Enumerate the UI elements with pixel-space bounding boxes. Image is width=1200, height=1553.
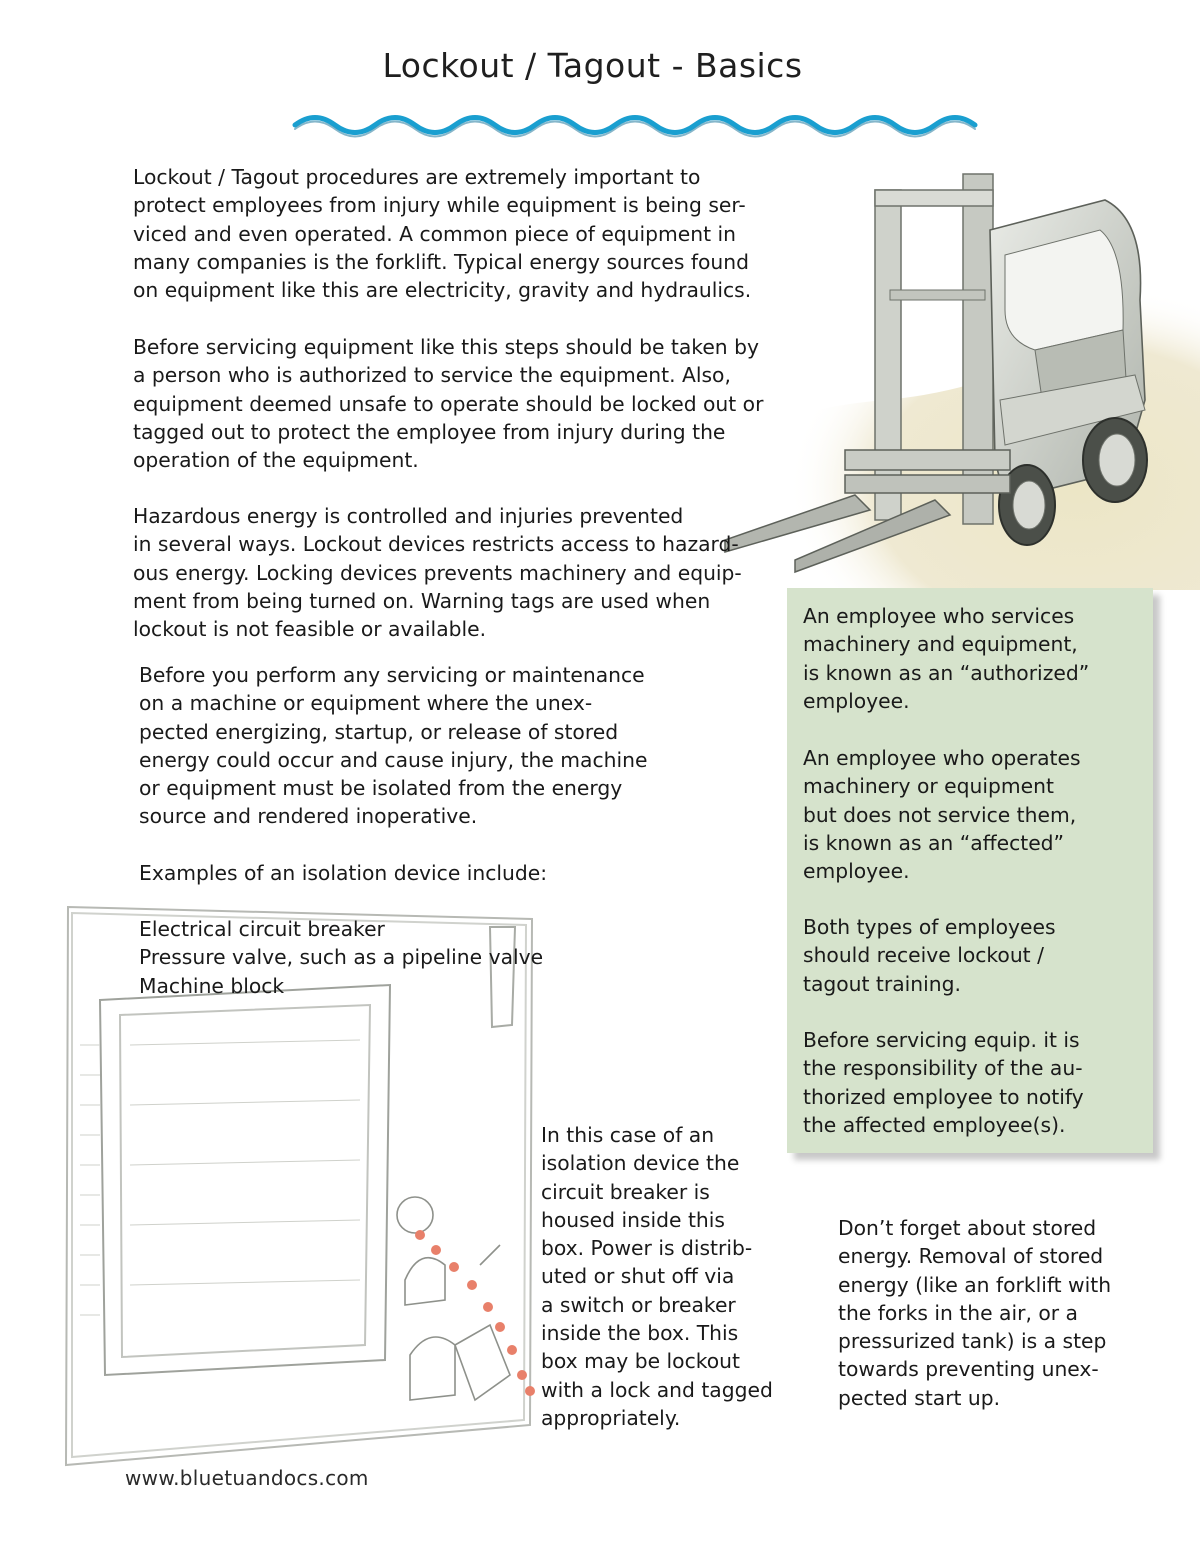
wave-line — [295, 118, 975, 133]
examples-heading: Examples of an isolation device include: — [139, 861, 548, 885]
intro-paragraph: Lockout / Tagout procedures are extremely important to protect employees from injury while equipment is being ser- viced and even operated. A common piece of equipment in many companies is the forklift. Typical energy sources found on equipment like this are electricity, gravity and hydraulics. — [133, 165, 752, 303]
affected-employee-text: An employee who operates machinery or equipment but does not service them, is known as an “affected” employee. — [803, 746, 1081, 884]
stored-energy-note: Don’t forget about stored energy. Removal of stored energy (like an forklift with the forks in the air, or a pressurized tank) is a step towards preventing unex- pected start up. — [838, 1216, 1112, 1410]
page-title: Lockout / Tagout - Basics — [382, 46, 803, 85]
list-item: Electrical circuit breaker — [139, 917, 385, 941]
notify-text: Before servicing equip. it is the responsibility of the au- thorized employee to notify the affected employee(s). — [803, 1028, 1084, 1137]
authorized-employee-text: An employee who services machinery and equipment, is known as an “authorized” employee. — [803, 604, 1090, 713]
list-item: Machine block — [139, 973, 285, 998]
servicing-paragraph: Before servicing equipment like this steps should be taken by a person who is authorized to service the equipment. Also, equipment deemed unsafe to operate should be locked out or tagged out to protect the employee from injury during the operation of the equipment. — [133, 335, 764, 473]
hazardous-energy-paragraph: Hazardous energy is controlled and injuries prevented in several ways. Lockout devices restricts access to hazard- ous energy. Locking devices prevents machinery and equip- ment from being turned on. Warning tags are used when lockout is not feasible or available. — [133, 504, 742, 642]
breaker-caption: In this case of an isolation device the circuit breaker is housed inside this box. Power is distrib- uted or shut off via a switch or breaker inside the box. This box may be lockout with a lock and tagged appropriately. — [541, 1123, 773, 1430]
forklift-illustration — [705, 160, 1200, 600]
training-text: Both types of employees should receive lockout / tagout training. — [803, 915, 1056, 996]
lockout-dots — [415, 1230, 535, 1396]
employee-types-callout — [787, 588, 1153, 1153]
isolation-paragraph: Before you perform any servicing or maintenance on a machine or equipment where the unex- pected energizing, startup, or release of stored energy could occur and cause injury, the machine or equipment must be isolated from the energy source and rendered inoperative. — [139, 663, 648, 829]
examples-list — [139, 915, 543, 1000]
footer-url[interactable]: www.bluetuandocs.com — [125, 1466, 369, 1490]
list-item: Pressure valve, such as a pipeline valve — [139, 945, 544, 970]
wave-divider — [290, 108, 990, 142]
